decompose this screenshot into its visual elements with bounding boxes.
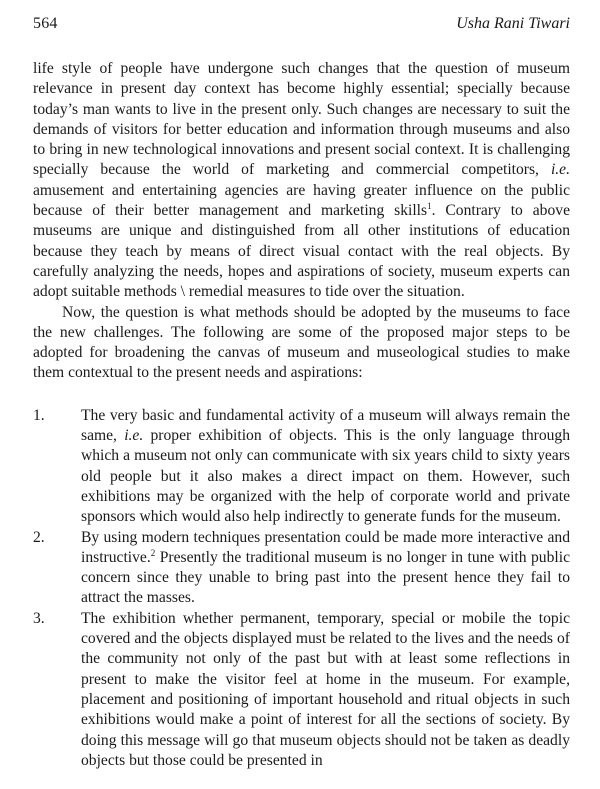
running-header	[33, 14, 570, 34]
list-item-segment: The very basic and fundamental activity of a museum will always remain the same,	[81, 406, 570, 445]
paragraph-continued	[33, 59, 570, 303]
body-text	[33, 59, 570, 771]
numbered-list	[33, 406, 570, 771]
list-item	[33, 609, 570, 771]
italic-abbreviation: i.e.	[124, 427, 144, 445]
running-author: Usha Rani Tiwari	[456, 15, 570, 32]
footnote-marker: 1	[427, 200, 432, 211]
paragraph-text: amusement and entertaining agencies are having greater influence on the public because of their better management and marketing skills	[33, 181, 570, 220]
paragraph-intro	[33, 303, 570, 384]
list-item-number: 3.	[33, 609, 45, 627]
footnote-marker: 2	[150, 547, 156, 558]
paragraph-text: life style of people have undergone such changes that the question of museum relevance in present day context has become highly essential; specially because today’s man wants to live in the present only. Such changes are necessary to suit the demands of visitors for better education and information through museums and also to bring in new technological innovations and present social context. It is challenging specially because the world of marketing and commercial competitors,	[33, 60, 570, 179]
paragraph-text: . Contrary to above museums are unique and distinguished from all other institutions of education because they teach by means of direct visual contact with the real objects. By carefully analyzing the needs, hopes and aspirations of society, museum experts can adopt suitable methods \ remedial measures to tide over the situation.	[33, 202, 570, 301]
list-item-text	[81, 406, 570, 528]
list-item-number: 1.	[33, 406, 45, 424]
italic-abbreviation: i.e.	[550, 161, 570, 179]
list-item-segment: Presently the traditional museum is no longer in tune with public concern since they unable to bring past into the present hence they fail to attract the masses.	[81, 548, 570, 607]
list-item	[33, 406, 570, 528]
page-number: 564	[33, 15, 58, 32]
list-item-segment: proper exhibition of objects. This is the only language through which a museum not only can communicate with six years child to sixty years old people but it also makes a direct impact on them. However, such exhibitions may be organized with the help of corporate world and private sponsors which would also help indirectly to generate funds for the museum.	[81, 427, 571, 526]
paragraph-text: Now, the question is what methods should be adopted by the museums to face the new challenges. The following are some of the proposed major steps to be adopted for broadening the canvas of museum and museological studies to make them contextual to the present needs and aspirations:	[33, 303, 570, 382]
list-item-text: The exhibition whether permanent, temporary, special or mobile the topic covered and the objects displayed must be related to the lives and the needs of the community not only of the past but with at least some reflections in present to make the visitor feel at home in the museum. For example, placement and positioning of important household and ritual objects in such exhibitions would make a point of interest for all the sections of society. By doing this message will go that museum objects should not be taken as deadly objects but those could be presented in	[81, 609, 570, 769]
list-item-text	[81, 528, 570, 609]
list-item	[33, 528, 570, 609]
list-item-number: 2.	[33, 528, 45, 546]
list-item-segment: By using modern techniques presentation could be made more interactive and instructive.	[81, 528, 570, 566]
